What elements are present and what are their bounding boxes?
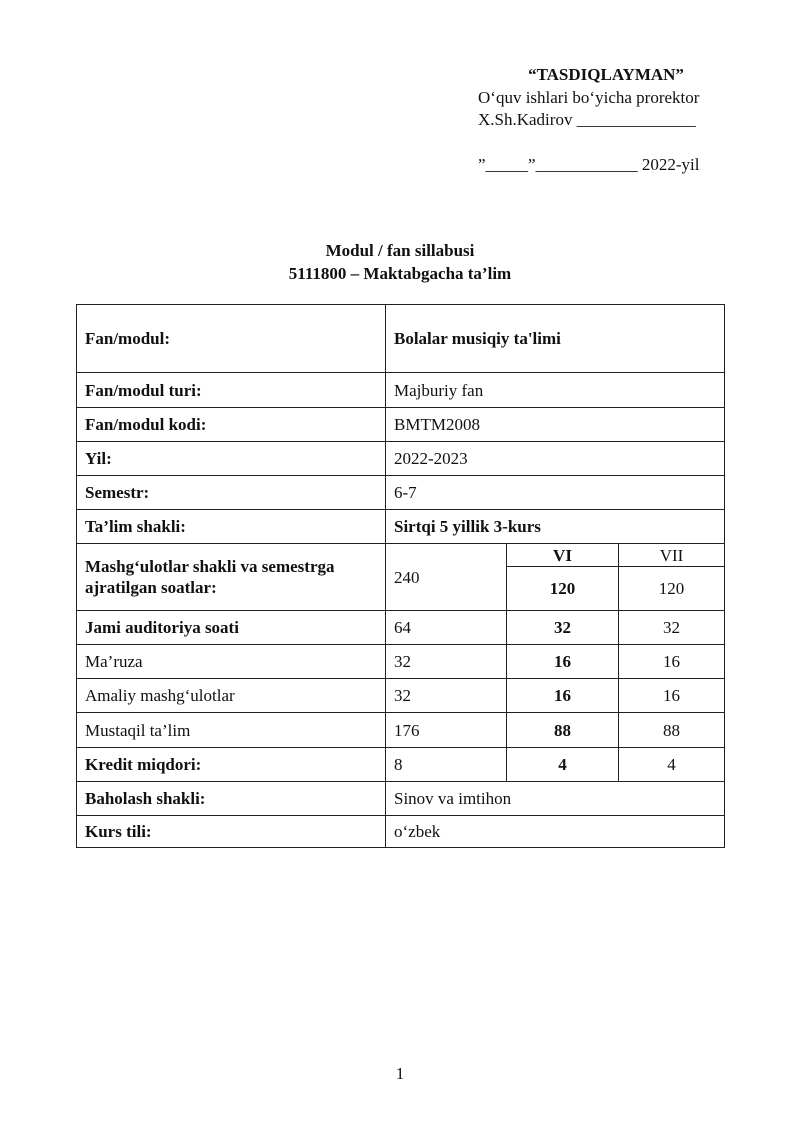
table-row: [77, 544, 725, 567]
hours-label: Kredit miqdori:: [77, 748, 386, 782]
table-row: [77, 510, 725, 544]
hours-vii: 4: [619, 748, 725, 782]
document-heading: [0, 239, 800, 285]
syllabus-table: [76, 304, 725, 848]
hours-label: Mustaqil ta’lim: [77, 713, 386, 748]
turi-value: Majburiy fan: [386, 373, 725, 408]
hours-vi: 4: [507, 748, 619, 782]
mashgulot-total: 240: [386, 544, 507, 611]
table-row: [77, 713, 725, 748]
hours-label: Jami auditoriya soati: [77, 611, 386, 645]
approval-title: “TASDIQLAYMAN”: [528, 65, 684, 84]
table-row: [77, 408, 725, 442]
hours-total: 32: [386, 645, 507, 679]
semestr-label: Semestr:: [77, 476, 386, 510]
table-row: [77, 679, 725, 713]
mashgulot-vi: 120: [507, 567, 619, 611]
kodi-label: Fan/modul kodi:: [77, 408, 386, 442]
talim-shakli-label: Ta’lim shakli:: [77, 510, 386, 544]
hours-vi: 32: [507, 611, 619, 645]
approval-date: ”_____”____________ 2022-yil: [478, 154, 700, 174]
table-row: [77, 476, 725, 510]
document-title: Modul / fan sillabusi: [325, 241, 475, 260]
talim-shakli-value: Sirtqi 5 yillik 3-kurs: [386, 510, 725, 544]
semestr-value: 6-7: [386, 476, 725, 510]
kodi-value: BMTM2008: [386, 408, 725, 442]
hours-vii: 32: [619, 611, 725, 645]
kurs-tili-label: Kurs tili:: [77, 816, 386, 848]
hours-total: 8: [386, 748, 507, 782]
table-row: [77, 373, 725, 408]
table-row: [77, 782, 725, 816]
kurs-tili-value: o‘zbek: [386, 816, 725, 848]
hours-total: 32: [386, 679, 507, 713]
program-title: 5111800 – Maktabgacha ta’lim: [288, 264, 512, 283]
hours-label: Ma’ruza: [77, 645, 386, 679]
hours-vi: 16: [507, 679, 619, 713]
hours-label: Amaliy mashg‘ulotlar: [77, 679, 386, 713]
hours-vi: 88: [507, 713, 619, 748]
table-row: [77, 442, 725, 476]
table-row: [77, 611, 725, 645]
table-row: [77, 816, 725, 848]
fan-modul-label: Fan/modul:: [77, 305, 386, 373]
hours-total: 64: [386, 611, 507, 645]
hours-total: 176: [386, 713, 507, 748]
approval-signatory: X.Sh.Kadirov ______________: [478, 110, 696, 129]
table-row: [77, 305, 725, 373]
table-row: [77, 645, 725, 679]
fan-modul-value: Bolalar musiqiy ta'limi: [386, 305, 725, 373]
semester-vi-header: VI: [507, 544, 619, 567]
baholash-label: Baholash shakli:: [77, 782, 386, 816]
turi-label: Fan/modul turi:: [77, 373, 386, 408]
mashgulot-vii: 120: [619, 567, 725, 611]
hours-vii: 16: [619, 679, 725, 713]
mashgulot-label: Mashg‘ulotlar shakli va semestrga ajratilgan soatlar:: [77, 544, 386, 611]
hours-vi: 16: [507, 645, 619, 679]
approval-position: O‘quv ishlari bo‘yicha prorektor: [478, 87, 700, 107]
hours-vii: 16: [619, 645, 725, 679]
baholash-value: Sinov va imtihon: [386, 782, 725, 816]
yil-label: Yil:: [77, 442, 386, 476]
semester-vii-header: VII: [619, 544, 725, 567]
page-number: 1: [395, 1064, 405, 1083]
table-row: [77, 748, 725, 782]
approval-block: [478, 64, 728, 176]
yil-value: 2022-2023: [386, 442, 725, 476]
hours-vii: 88: [619, 713, 725, 748]
